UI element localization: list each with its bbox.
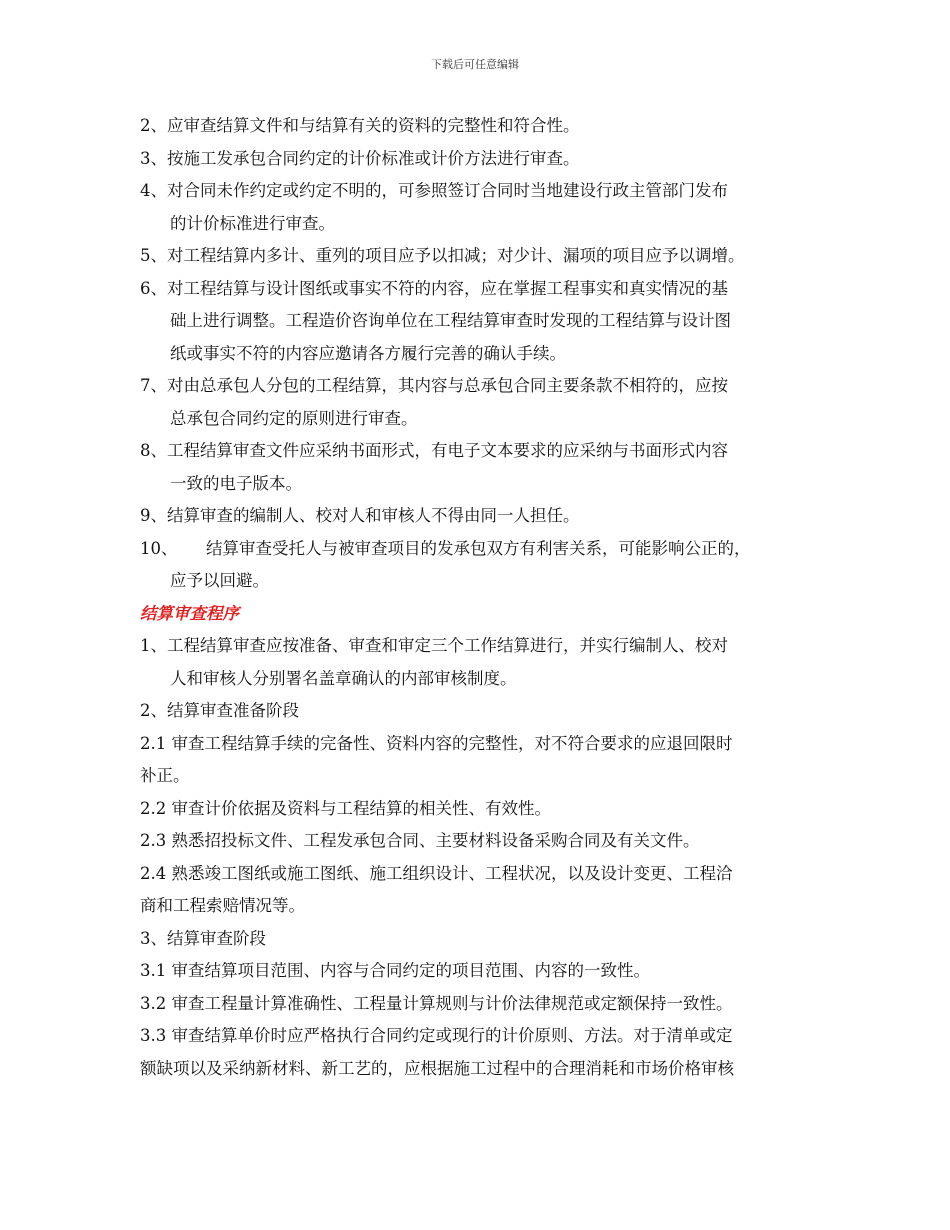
list-item: 8、工程结算审查文件应采纳书面形式，有电子文本要求的应采纳与书面形式内容 一致的电子版本。 bbox=[140, 435, 830, 500]
item-number: 7、 bbox=[140, 376, 167, 395]
paragraph: 2.2 审查计价依据及资料与工程结算的相关性、有效性。 bbox=[140, 798, 551, 818]
list-item: 9、结算审查的编制人、校对人和审核人不得由同一人担任。 bbox=[140, 500, 830, 533]
paragraph: 3.1 审查结算项目范围、内容与合同约定的项目范围、内容的一致性。 bbox=[140, 961, 650, 980]
review-principles-list bbox=[140, 110, 830, 598]
paragraph: 2.1 审查工程结算手续的完备性、资料内容的完整性，对不符合要求的应退回限时 补正。 bbox=[140, 733, 733, 785]
page-header: 下载后可任意编辑 bbox=[431, 58, 519, 71]
item-number: 9、 bbox=[140, 506, 167, 525]
list-item: 4、对合同未作约定或约定不明的，可参照签订合同时当地建设行政主管部门发布 的计价标准进行审查。 bbox=[140, 175, 830, 240]
list-item: 3、按施工发承包合同约定的计价标准或计价方法进行审查。 bbox=[140, 143, 830, 176]
list-item: 2、结算审查准备阶段 bbox=[140, 695, 830, 728]
paragraph: 2.3 熟悉招投标文件、工程发承包合同、主要材料设备采购合同及有关文件。 bbox=[140, 831, 700, 850]
document-body bbox=[140, 110, 830, 1085]
item-number: 10、 bbox=[140, 538, 178, 558]
list-item: 5、对工程结算内多计、重列的项目应予以扣减；对少计、漏项的项目应予以调增。 bbox=[140, 240, 830, 273]
paragraph: 2.4 熟悉竣工图纸或施工图纸、施工组织设计、工程状况，以及设计变更、工程洽 商和工程索赔情况等。 bbox=[140, 863, 733, 915]
item-number: 8、 bbox=[140, 441, 167, 460]
section-heading: 结算审查程序 bbox=[140, 603, 239, 623]
list-item: 1、工程结算审查应按准备、审查和审定三个工作结算进行，并实行编制人、校对 人和审核人分别署名盖章确认的内部审核制度。 bbox=[140, 630, 830, 695]
item-number: 5、 bbox=[140, 246, 167, 265]
paragraph: 3.2 审查工程量计算准确性、工程量计算规则与计价法律规范或定额保持一致性。 bbox=[140, 993, 733, 1013]
procedure-list bbox=[140, 630, 830, 728]
item-number: 2、 bbox=[140, 116, 167, 135]
item-number: 1、 bbox=[140, 636, 167, 655]
item-number: 2、 bbox=[140, 701, 167, 720]
list-item: 6、对工程结算与设计图纸或事实不符的内容，应在掌握工程事实和真实情况的基 础上进行调整。工程造价咨询单位在工程结算审查时发现的工程结算与设计图 纸或事实不符的内容应邀请各方履行完善的确认手续。 bbox=[140, 273, 830, 371]
list-item: 2、应审查结算文件和与结算有关的资料的完整性和符合性。 bbox=[140, 110, 830, 143]
item-number: 3、 bbox=[140, 148, 167, 168]
paragraph: 3.3 审查结算单价时应严格执行合同约定或现行的计价原则、方法。对于清单或定 额缺项以及采纳新材料、新工艺的，应根据施工过程中的合理消耗和市场价格审核 bbox=[140, 1026, 734, 1078]
list-item: 7、对由总承包人分包的工程结算，其内容与总承包合同主要条款不相符的，应按 总承包合同约定的原则进行审查。 bbox=[140, 370, 830, 435]
procedure-details bbox=[140, 728, 830, 1086]
list-item: 10、 结算审查受托人与被审查项目的发承包双方有利害关系，可能影响公正的， 应予以回避。 bbox=[140, 533, 830, 598]
item-number: 4、 bbox=[140, 181, 167, 200]
item-number: 6、 bbox=[140, 278, 167, 298]
subsection-title: 3、结算审查阶段 bbox=[140, 928, 266, 948]
